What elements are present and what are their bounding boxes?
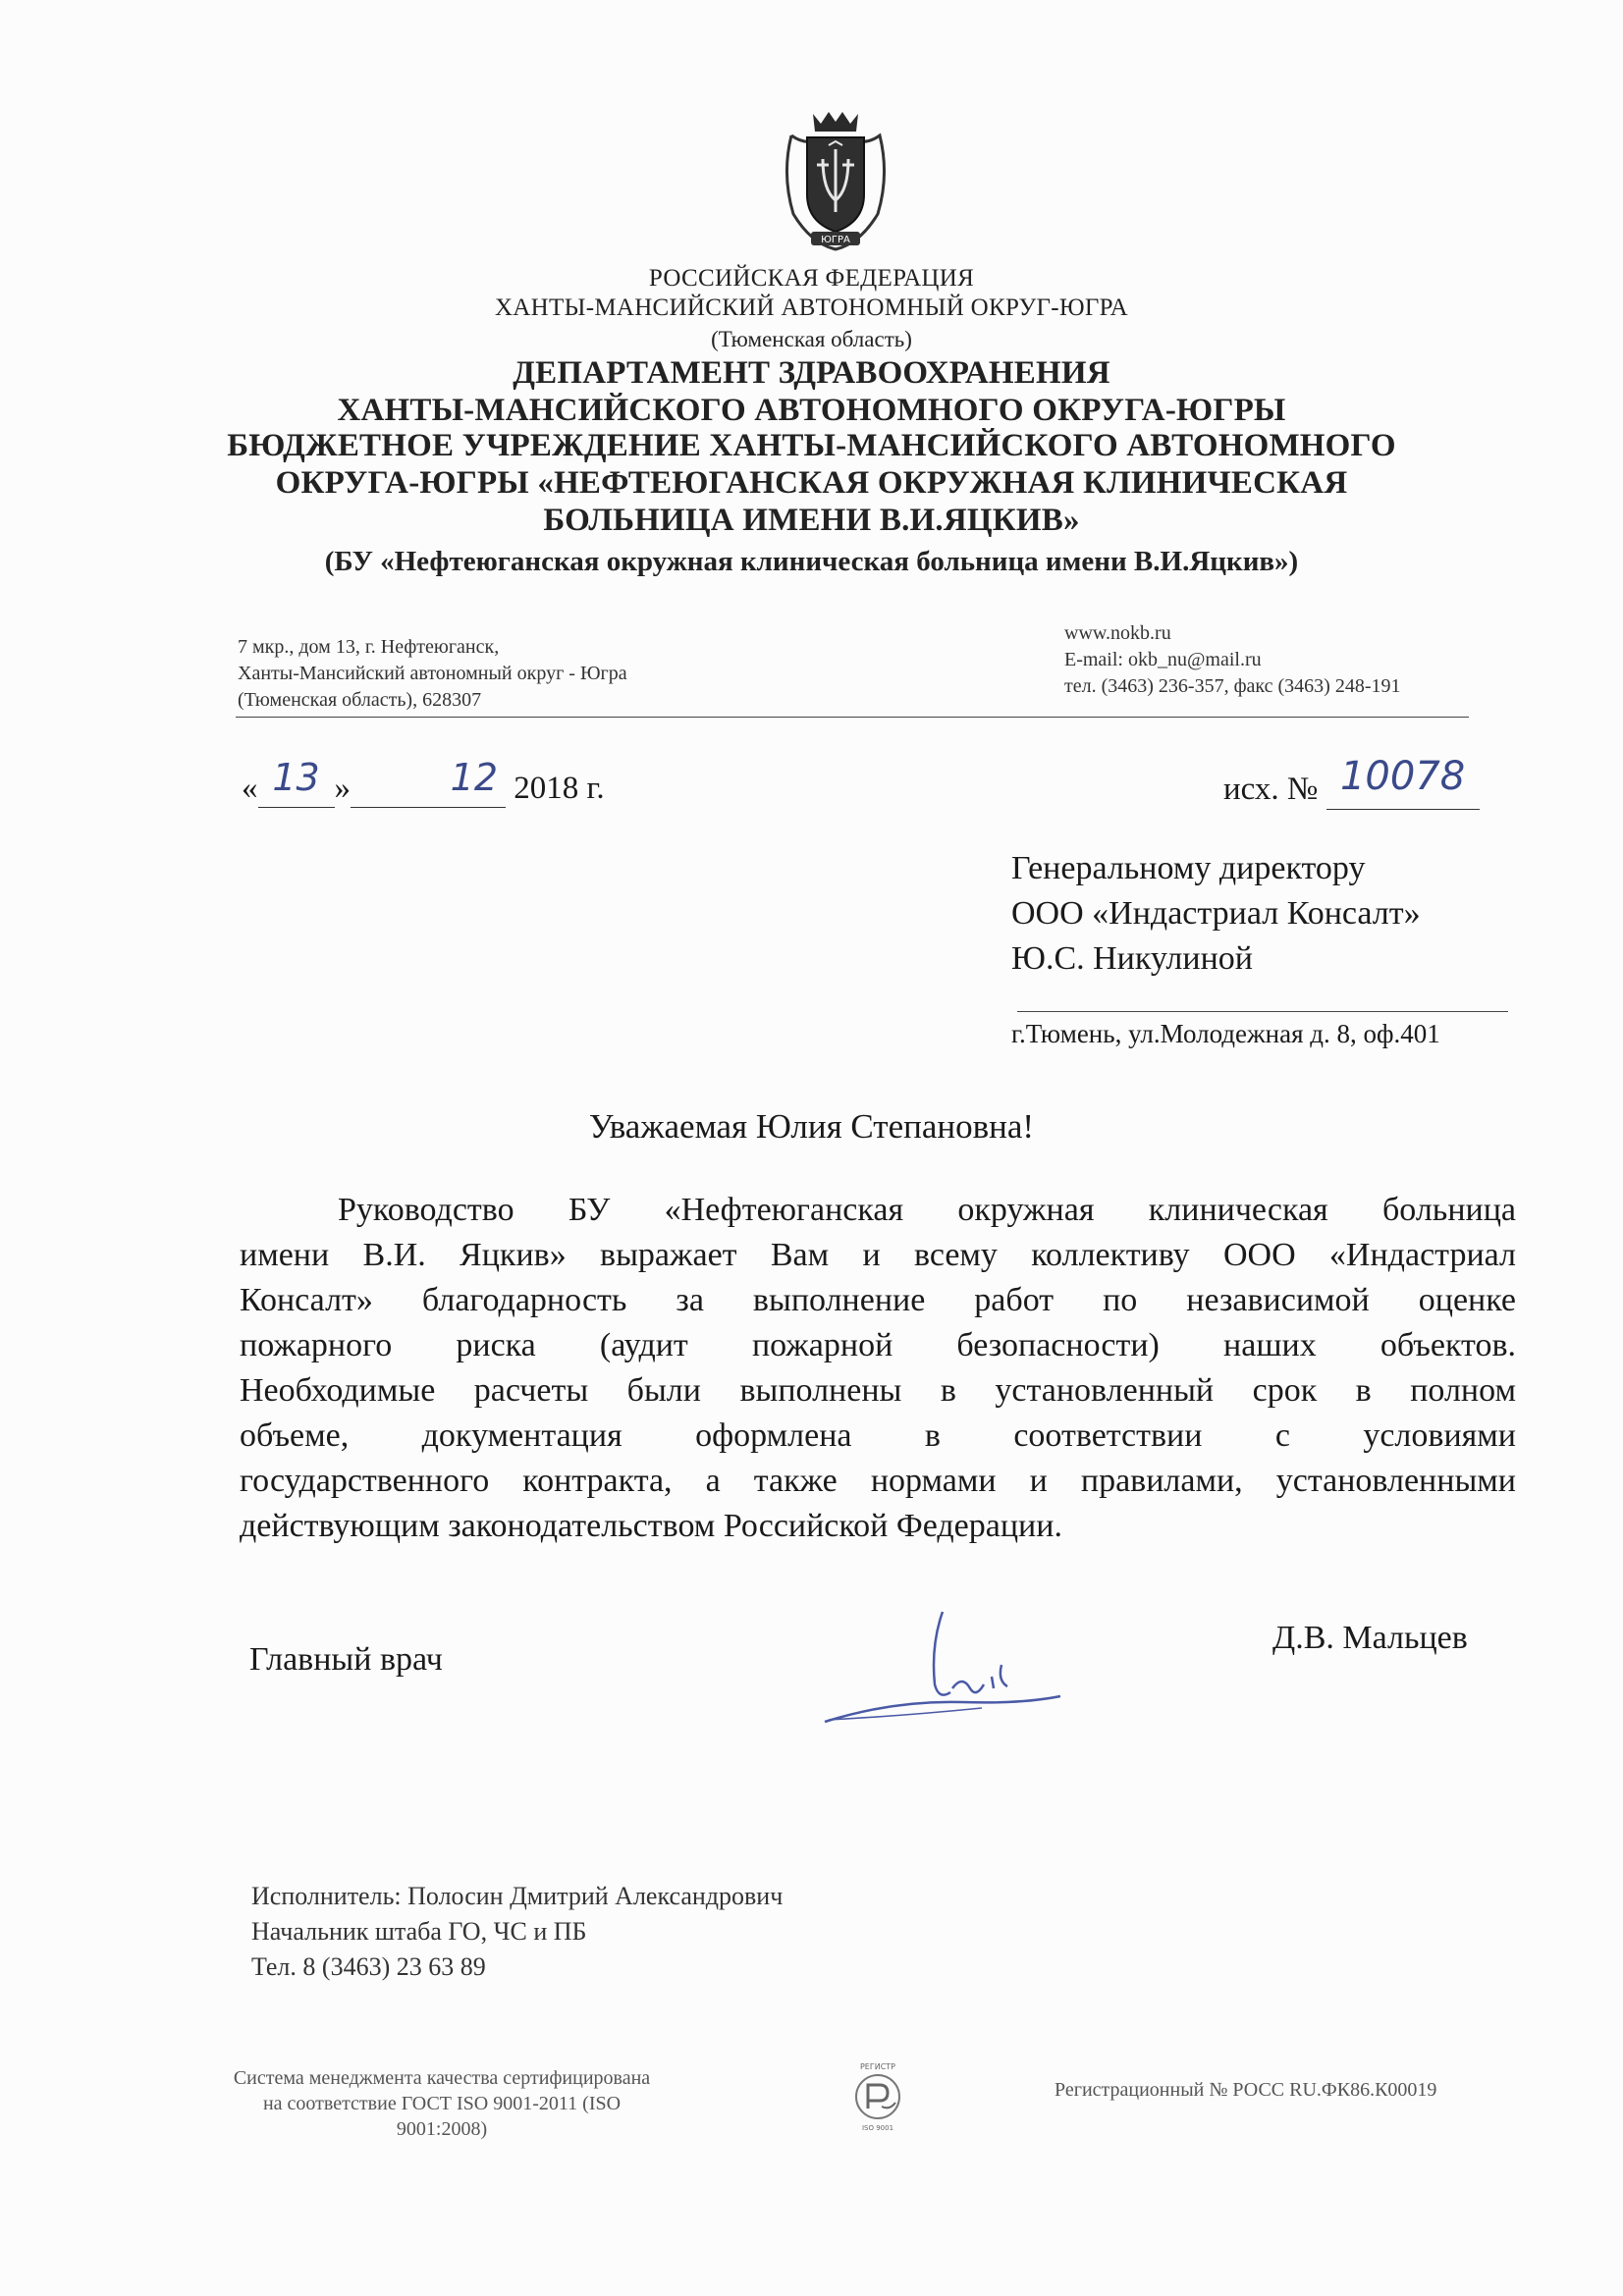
handwritten-signature [815,1606,1070,1734]
emblem-ribbon-text: ЮГРА [821,235,850,245]
email: E-mail: okb_nu@mail.ru [1064,649,1262,670]
date-field [242,756,605,808]
executor-name: Исполнитель: Полосин Дмитрий Александрович [251,1882,784,1910]
quality-certification-note [167,2065,717,2142]
body-line: действующим законодательством Российской Федерации. [240,1508,1062,1544]
header-oblast: (Тюменская область) [711,327,912,351]
address-line-2: Ханты-Мансийский автономный округ - Югра [238,663,627,684]
outgoing-number-label: исх. № [1223,772,1319,807]
signatory-name: Д.В. Мальцев [1272,1620,1468,1656]
executor-block [251,1879,783,1985]
header-institution-line1: БЮДЖЕТНОЕ УЧРЕЖДЕНИЕ ХАНТЫ-МАНСИЙСКОГО АВТОНОМНОГО [227,428,1396,463]
recipient-name: Ю.С. Никулиной [1011,940,1253,977]
quality-line-1: Система менеджмента качества сертифицирована [233,2067,651,2089]
date-open-quote: « [242,771,258,806]
certification-mark-icon [844,2057,911,2136]
signatory-position: Главный врач [249,1641,443,1678]
header-institution-line3: БОЛЬНИЦА ИМЕНИ В.И.ЯЦКИВ» [543,503,1080,538]
registration-number: Регистрационный № РОСС RU.ФК86.К00019 [1055,2079,1437,2101]
body-line: Руководство БУ «Нефтеюганская окружная клиническая больница [338,1192,1516,1228]
header-divider [236,717,1469,718]
header-country: РОССИЙСКАЯ ФЕДЕРАЦИЯ [648,265,975,292]
contact-online-block [1064,620,1401,700]
body-line: Консалт» благодарность за выполнение работ по независимой оценке [240,1282,1516,1318]
recipient-company: ООО «Индастриал Консалт» [1011,895,1421,932]
greeting: Уважаемая Юлия Степановна! [588,1107,1035,1146]
executor-phone: Тел. 8 (3463) 23 63 89 [251,1952,486,1981]
header-department-region: ХАНТЫ-МАНСИЙСКОГО АВТОНОМНОГО ОКРУГА-ЮГРЫ [337,393,1286,428]
phone-fax: тел. (3463) 236-357, факс (3463) 248-191 [1064,675,1401,697]
outgoing-number-field [1223,754,1480,810]
quality-line-2: на соответствие ГОСТ ISO 9001-2011 (ISO [262,2093,622,2114]
date-month: 12 [450,756,498,799]
body-line: пожарного риска (аудит пожарной безопасности) наших объектов. [240,1327,1516,1363]
recipient-position: Генеральному директору [1011,850,1366,886]
cert-mark-bottom-text: ISO 9001 [861,2124,894,2132]
quality-line-3: 9001:2008) [396,2118,488,2140]
header-institution-short: (БУ «Нефтеюганская окружная клиническая больница имени В.И.Яцкив») [324,546,1299,577]
address-line-1: 7 мкр., дом 13, г. Нефтеюганск, [238,636,500,658]
body-line: Необходимые расчеты были выполнены в установленный срок в полном [240,1372,1516,1409]
date-year: 2018 г. [514,771,605,806]
recipient-block [1011,846,1421,982]
address-line-3: (Тюменская область), 628307 [238,689,482,711]
cert-mark-top-text: РЕГИСТР [859,2062,896,2071]
coat-of-arms-emblem [772,106,899,251]
executor-position: Начальник штаба ГО, ЧС и ПБ [251,1917,587,1946]
contact-address-block [238,634,627,714]
body-line: имени В.И. Яцкив» выражает Вам и всему коллективу ООО «Индастриал [240,1237,1516,1273]
body-line: государственного контракта, а также нормами и правилами, установленными [240,1463,1516,1499]
outgoing-number-value: 10078 [1339,754,1466,799]
header-institution-line2: ОКРУГА-ЮГРЫ «НЕФТЕЮГАНСКАЯ ОКРУЖНАЯ КЛИНИЧЕСКАЯ [275,465,1348,501]
date-close-quote: » [334,771,351,806]
letter-body [240,1188,1516,1549]
header-region: ХАНТЫ-МАНСИЙСКИЙ АВТОНОМНЫЙ ОКРУГ-ЮГРА [494,294,1129,321]
website: www.nokb.ru [1064,622,1171,644]
recipient-address: г.Тюмень, ул.Молодежная д. 8, оф.401 [1011,1019,1440,1048]
date-day: 13 [272,756,320,799]
body-line: объеме, документация оформлена в соответствии с условиями [240,1417,1516,1454]
recipient-divider [1017,1011,1508,1012]
header-department: ДЕПАРТАМЕНТ ЗДРАВООХРАНЕНИЯ [513,355,1110,391]
